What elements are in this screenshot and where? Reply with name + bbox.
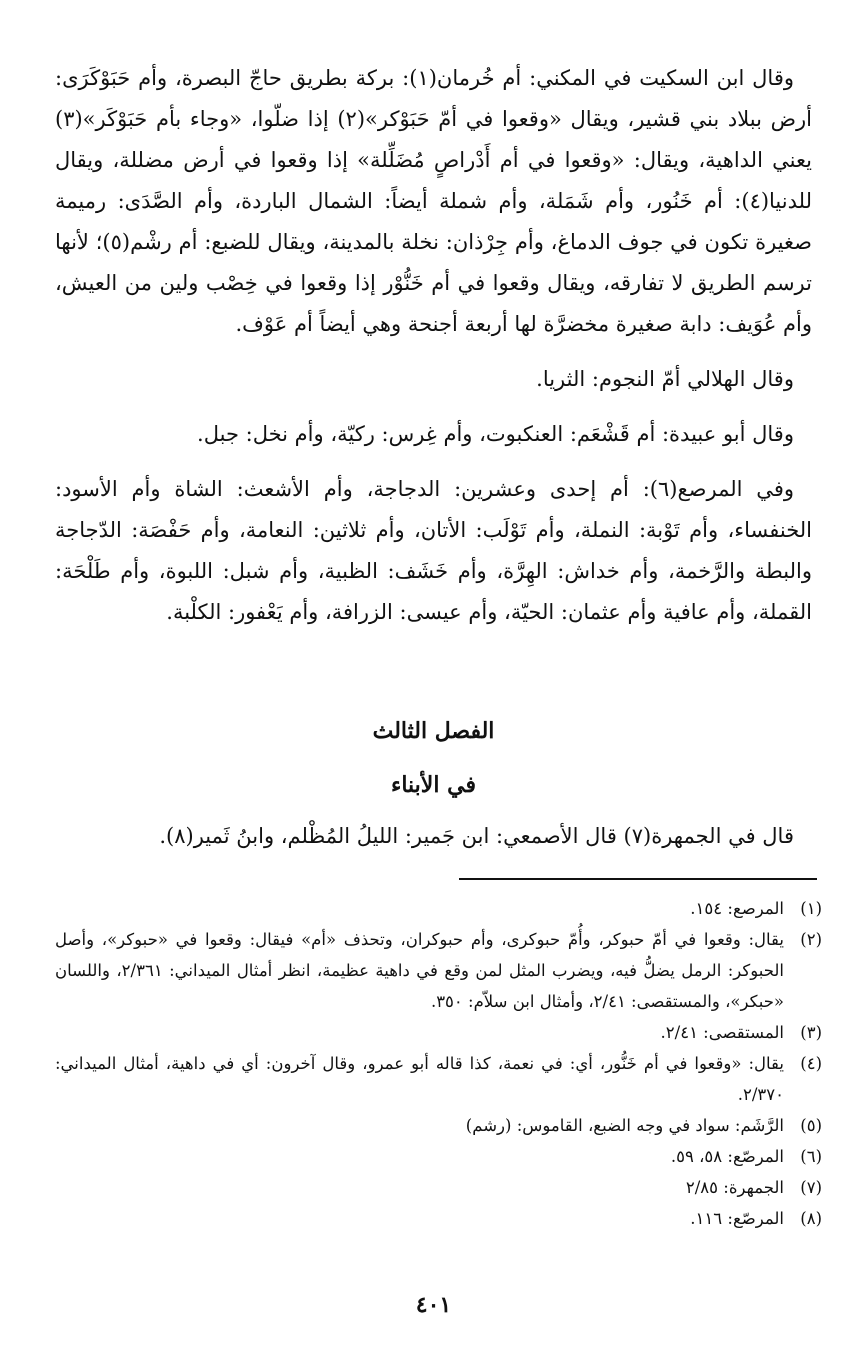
- chapter-intro: قال في الجمهرة(٧) قال الأصمعي: ابن جَمير: الليلُ المُظْلم، وابنُ ثَمير(٨).: [159, 824, 794, 848]
- paragraph-al-hilali: وقال الهلالي أمّ النجوم: الثريا.: [536, 367, 794, 391]
- chapter-subtitle: في الأبناء: [391, 772, 476, 798]
- footnote-number: (٧): [800, 1178, 822, 1197]
- page-number: ٤٠١: [415, 1292, 452, 1318]
- chapter-title: الفصل الثالث: [372, 718, 495, 744]
- footnote-text: المستقصى: ٢/٤١.: [660, 1023, 784, 1042]
- paragraph-al-murassa: وفي المرصع(٦): أم إحدى وعشرين: الدجاجة، وأم الأشعث: الشاة وأم الأسود: الخنفساء، وأم تَوْبة: النملة، وأم تَوْلَب: الأتان، وأم ثلاثين: النعامة، وأم حَفْصَة: الدّجاجة والبطة والرَّخمة، وأم خداش: الهِرَّة، وأم خَشَف: الظبية، وأم شبل: اللبوة، وأم طَلْحَة: القملة، وأم عافية وأم عثمان: الحيّة، وأم عيسى: الزرافة، وأم يَعْفور: الكلْبة.: [55, 477, 812, 624]
- footnote-number: (٤): [800, 1054, 822, 1073]
- footnote-item: [55, 1172, 822, 1203]
- footnote-text: المرصّع: ١١٦.: [690, 1209, 784, 1228]
- footnote-item: [55, 1110, 822, 1141]
- footnote-number: (١): [800, 899, 822, 918]
- footnote-text: المرصّع: ٥٨، ٥٩.: [670, 1147, 784, 1166]
- footnotes: [55, 893, 822, 1234]
- footnote-item: [55, 1048, 822, 1110]
- footnote-item: [55, 1141, 822, 1172]
- footnote-text: الجمهرة: ٢/٨٥: [685, 1178, 784, 1197]
- footnote-text: المرصع: ١٥٤.: [690, 899, 784, 918]
- footnote-text: يقال: «وقعوا في أم خَنُّور، أي: في نعمة، كذا قاله أبو عمرو، وقال آخرون: أي في داهية، أمثال الميداني: ٢/٣٧٠.: [55, 1054, 784, 1104]
- footnote-text: الرَّشَم: سواد في وجه الضبع، القاموس: (رشم): [465, 1116, 784, 1135]
- footnote-number: (٢): [800, 930, 822, 949]
- footnote-item: [55, 1203, 822, 1234]
- footnote-text: يقال: وقعوا في أمّ حبوكر، وأُمّ حبوكرى، وأم حبوكران، وتحذف «أم» فيقال: وقعوا في «حبوكر»، وأصل الحبوكر: الرمل يضلُّ فيه، ويضرب المثل لمن وقع في داهية عظيمة، انظر أمثال الميداني: ٢/٣٦١، واللسان «حبكر»، والمستقصى: ٢/٤١، وأمثال ابن سلاّم: ٣٥٠.: [55, 930, 784, 1011]
- main-text: [55, 58, 812, 633]
- footnote-item: [55, 924, 822, 1017]
- footnote-number: (٣): [800, 1023, 822, 1042]
- footnote-item: [55, 1017, 822, 1048]
- paragraph-al-sikkit: وقال ابن السكيت في المكني: أم خُرمان(١): بركة بطريق حاجّ البصرة، وأم حَبَوْكَرَى: أرض ببلاد بني قشير، ويقال «وقعوا في أمّ حَبَوْكر»(٢) إذا ضلّوا، «وجاء بأم حَبَوْكَر»(٣) يعني الداهية، ويقال: «وقعوا في أم أَدْراصٍ مُضَلِّلة» إذا وقعوا في أرض مضللة، ويقال للدنيا(٤): أم خَنُور، وأم شَمَلة، وأم شملة أيضاً: الشمال الباردة، وأم الصَّدَى: رميمة صغيرة تكون في جوف الدماغ، وأم جِرْذان: نخلة بالمدينة، ويقال للضبع: أم رشْم(٥)؛ لأنها ترسم الطريق لا تفارقه، ويقال وقعوا في أم خَنُّوْر إذا وقعوا في خِصْب ولين من العيش، وأم عُوَيف: دابة صغيرة مخضرَّة لها أربعة أجنحة وهي أيضاً أم عَوْف.: [55, 66, 813, 336]
- footnote-divider: [459, 878, 817, 880]
- footnote-number: (٨): [800, 1209, 822, 1228]
- footnote-number: (٥): [800, 1116, 822, 1135]
- footnote-number: (٦): [800, 1147, 822, 1166]
- footnote-item: [55, 893, 822, 924]
- paragraph-abu-ubayda: وقال أبو عبيدة: أم قَشْعَم: العنكبوت، وأم غِرس: ركيّة، وأم نخل: جبل.: [197, 422, 794, 446]
- chapter-intro-block: [55, 816, 812, 857]
